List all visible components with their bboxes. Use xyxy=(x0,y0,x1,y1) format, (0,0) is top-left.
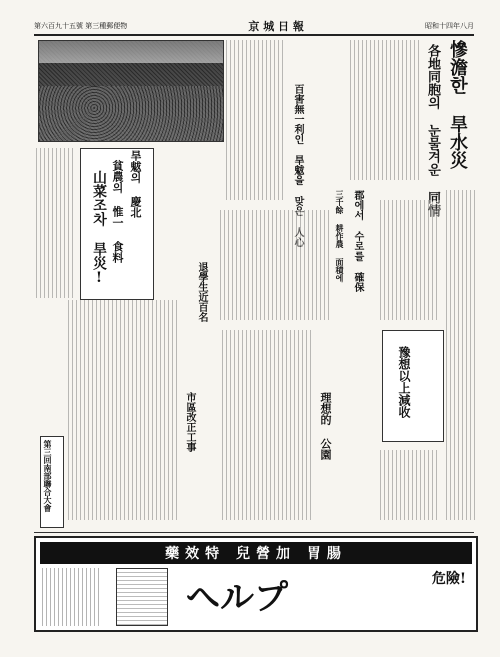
ad-left-text xyxy=(42,568,102,626)
text-column xyxy=(220,210,330,320)
center-headline-2: 三千餘 耕作農 面積에 xyxy=(335,190,345,282)
field-photo xyxy=(38,40,224,142)
text-column xyxy=(446,190,476,520)
center-headline-1: 百害無一利인 旱魃을 맞은 人心 xyxy=(292,84,303,247)
center-headline-3: 郡에서 수로를 確保 xyxy=(352,190,363,292)
text-column xyxy=(68,300,178,520)
text-column xyxy=(36,148,76,298)
ad-banner: 藥效特 兒營加 胃腸 xyxy=(40,542,472,564)
center-headline-6: 理想的 公園 xyxy=(319,392,332,460)
drought-title: 旱魃의 慶北 xyxy=(129,150,142,218)
ad-logo: へルプ xyxy=(186,578,288,618)
text-column xyxy=(380,450,440,520)
advertisement xyxy=(34,536,478,632)
drought-sub2: 山菜조차 旱災! xyxy=(91,170,107,286)
ad-warning: 危險! xyxy=(431,571,466,587)
main-headline-2: 各地同胞의 눈물겨운 同情 xyxy=(425,44,440,217)
tournament-title: 第三回南部聯合大會 xyxy=(43,440,53,512)
masthead xyxy=(34,18,474,36)
text-column xyxy=(226,40,286,200)
right-headline: 豫想以上減收 xyxy=(397,346,411,418)
masthead-left: 第六百九十五號 第三種郵便物 xyxy=(34,22,128,30)
masthead-title: 京 城 日 報 xyxy=(248,20,304,33)
main-headline: 慘澹한 旱水災 xyxy=(447,40,468,169)
divider xyxy=(34,532,474,533)
center-headline-4: 退學生近百名 xyxy=(196,262,207,322)
drought-sub1: 貧農의 惟一 食料 xyxy=(111,160,124,263)
right-story-box xyxy=(382,330,444,442)
masthead-right: 昭和十四年八月 xyxy=(424,22,474,30)
center-headline-5: 市區改正工事 xyxy=(184,392,195,452)
text-column xyxy=(222,330,312,520)
text-column xyxy=(380,200,440,320)
text-column xyxy=(350,40,420,180)
medicine-package-icon xyxy=(116,568,168,626)
